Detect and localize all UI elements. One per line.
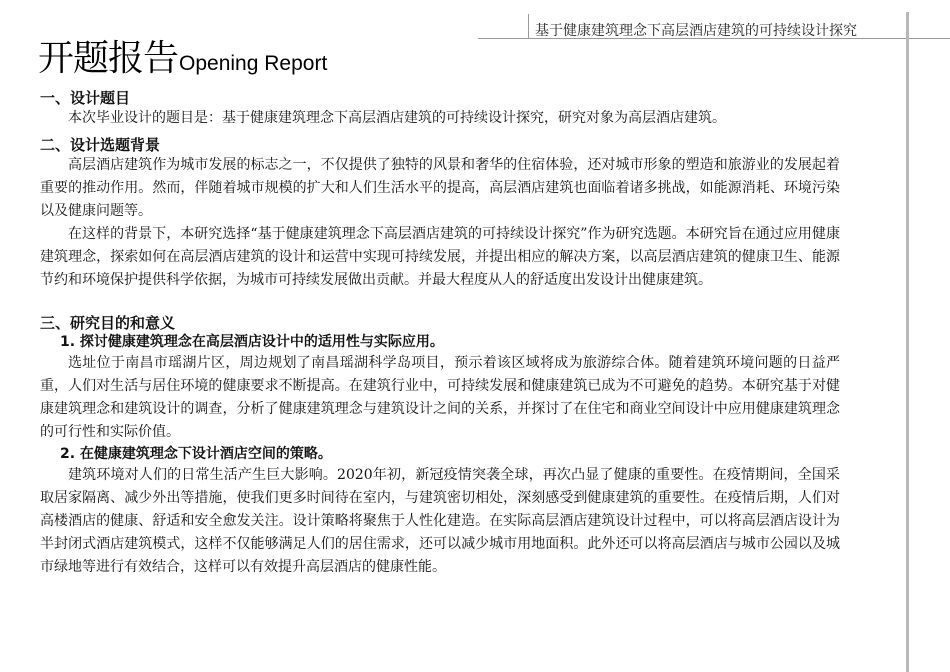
paragraph: 高层酒店建筑作为城市发展的标志之一，不仅提供了独特的风景和奢华的住宿体验，还对城市形象的塑造和旅游业的发展起着重要的推动作用。然而，伴随着城市规模的扩大和人们生活水平的提高，高层酒店建筑也面临着诸多挑战，如能源消耗、环境污染以及健康问题等。 <box>40 157 840 219</box>
page-title <box>38 30 327 81</box>
paragraph: 选址位于南昌市瑶湖片区，周边规划了南昌瑶湖科学岛项目，预示着该区域将成为旅游综合体。随着建筑环境问题的日益严重，人们对生活与居住环境的健康要求不断提高。在建筑行业中，可持续发展和健康建筑已成为不可避免的趋势。本研究基于对健康建筑理念和建筑设计的调查，分析了健康建筑理念与建筑设计之间的关系，并探讨了在住宅和商业空间设计中应用健康建筑理念的可行性和实际价值。 <box>40 355 840 440</box>
subsection-title: 1. 探讨健康建筑理念在高层酒店设计中的适用性与实际应用。 <box>60 334 444 350</box>
section-purpose <box>40 314 840 579</box>
page-edge-bar <box>906 12 909 672</box>
running-header-title: 基于健康建筑理念下高层酒店建筑的可持续设计探究 <box>535 23 857 39</box>
section-design-topic <box>40 89 840 130</box>
page-title-en: Opening Report <box>179 52 328 75</box>
section-heading: 三、研究目的和意义 <box>40 314 176 332</box>
report-body <box>40 89 840 579</box>
paragraph: 建筑环境对人们的日常生活产生巨大影响。2020年初，新冠疫情突袭全球，再次凸显了健康的重要性。在疫情期间，全国采取居家隔离、减少外出等措施，使我们更多时间待在室内，与建筑密切相处，深刻感受到健康建筑的重要性。在疫情后期，人们对高楼酒店的健康、舒适和安全愈发关注。设计策略将聚焦于人性化建造。在实际高层酒店建筑设计过程中，可以将高层酒店设计为半封闭式酒店建筑模式，这样不仅能够满足人们的居住需求，还可以减少城市用地面积。此外还可以将高层酒店与城市公园以及城市绿地等进行有效结合，这样可以有效提升高层酒店的健康性能。 <box>40 467 840 575</box>
header-vline <box>528 14 529 38</box>
paragraph: 在这样的背景下，本研究选择“基于健康建筑理念下高层酒店建筑的可持续设计探究”作为研究选题。本研究旨在通过应用健康建筑理念，探索如何在高层酒店建筑的设计和运营中实现可持续发展，并提出相应的解决方案，以高层酒店建筑的健康卫生、能源节约和环境保护提供科学依据，为城市可持续发展做出贡献。并最大程度从人的舒适度出发设计出健康建筑。 <box>40 226 840 288</box>
section-heading: 二、设计选题背景 <box>40 136 161 154</box>
paragraph: 本次毕业设计的题目是：基于健康建筑理念下高层酒店建筑的可持续设计探究，研究对象为高层酒店建筑。 <box>68 110 726 126</box>
page-title-zh: 开题报告 <box>38 38 179 79</box>
section-background <box>40 136 840 292</box>
section-heading: 一、设计题目 <box>40 89 131 107</box>
subsection-title: 2. 在健康建筑理念下设计酒店空间的策略。 <box>60 446 332 462</box>
